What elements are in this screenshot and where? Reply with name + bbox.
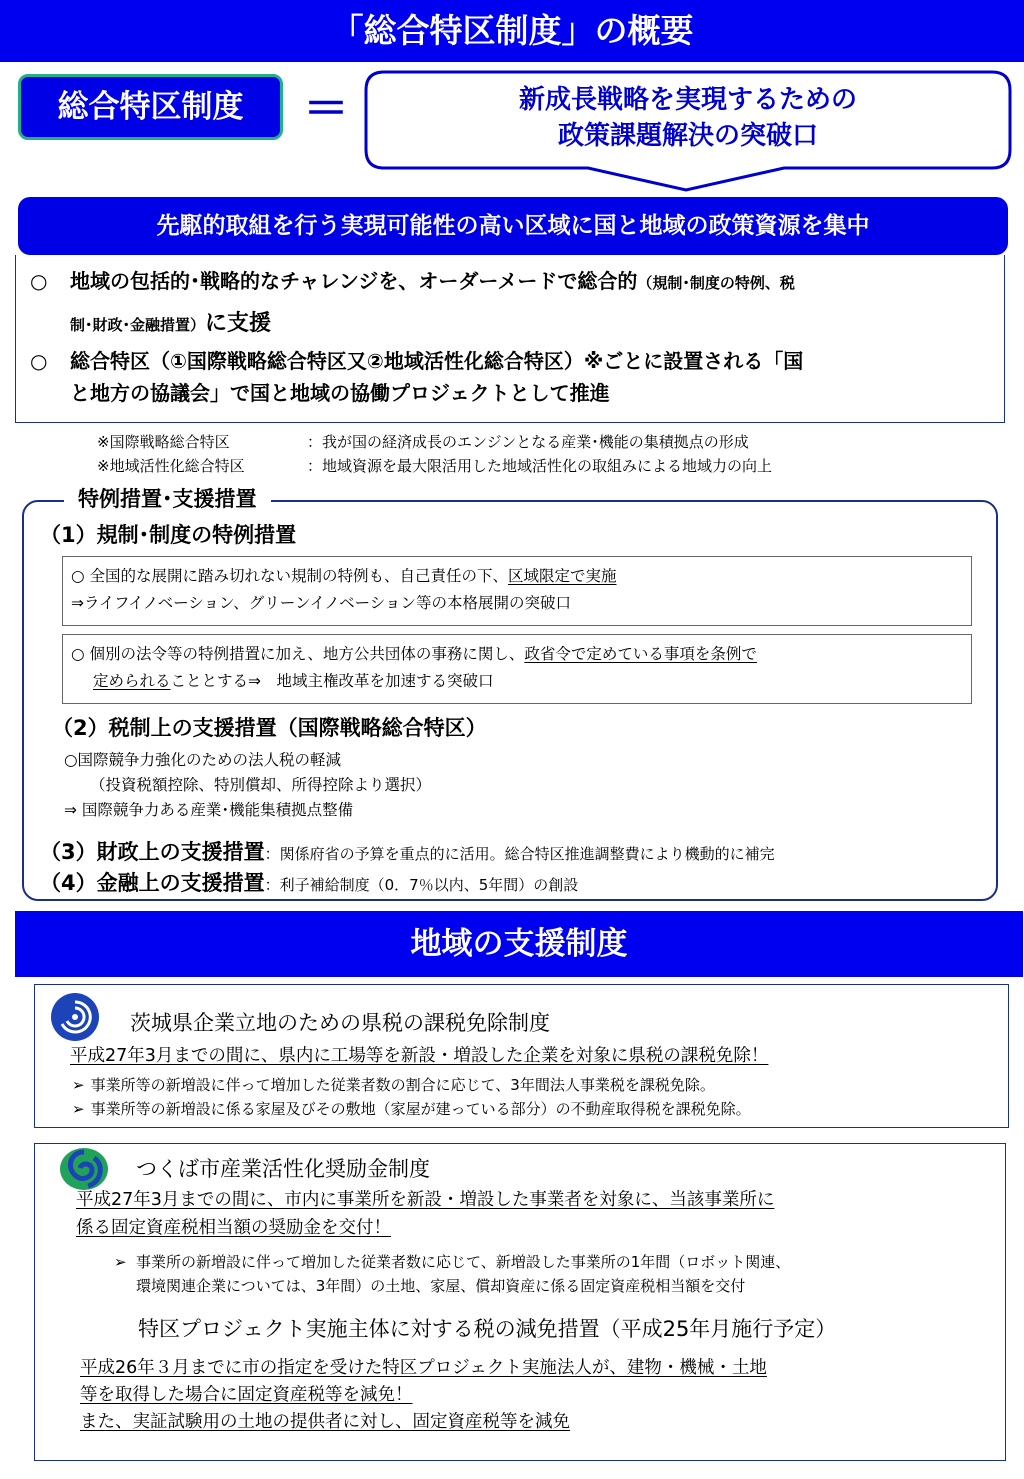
regional-banner <box>15 911 1023 977</box>
box-1-line-1-underlined: 区域限定で実施 <box>507 567 617 585</box>
section-3-heading: （3）財政上の支援措置 <box>40 840 265 864</box>
regional-banner-text: 地域の支援制度 <box>410 926 628 962</box>
note-2-label: ※地域活性化総合特区 <box>97 457 245 475</box>
box-2-line-1: ○ 個別の法令等の特例措置に加え、地方公共団体の事務に関し、 <box>71 645 525 663</box>
ibaraki-item-2 <box>72 1097 1002 1121</box>
point-1-end: に支援 <box>205 311 272 336</box>
note-1-text: ：我が国の経済成長のエンジンとなる産業･機能の集積拠点の形成 <box>307 433 749 451</box>
section-4-heading: （4）金融上の支援措置 <box>40 871 265 895</box>
tsukuba-sub-title: 特区プロジェクト実施主体に対する税の減免措置（平成25年月施行予定） <box>138 1317 837 1341</box>
box-1-line-1: ○ 全国的な展開に踏み切れない規制の特例も、自己責任の下、 <box>71 567 508 585</box>
measure-box-2 <box>62 634 972 704</box>
concentration-banner <box>18 197 1008 255</box>
point-1-small: （規制･制度の特例、税 <box>637 274 795 292</box>
tsukuba-title: つくば市産業活性化奨励金制度 <box>136 1157 430 1181</box>
box-1-line-2: ⇒ライフイノベーション、グリーンイノベーション等の本格展開の突破口 <box>71 594 571 612</box>
bullet-icon: ➢ <box>114 1253 127 1271</box>
note-2 <box>97 454 997 478</box>
tsukuba-item-1-line-2: 環境関連企業については、3年間）の土地、家屋、償却資産に係る固定資産税相当額を交付 <box>136 1277 746 1295</box>
point-1-mark: ○ <box>30 269 48 293</box>
bullet-icon: ➢ <box>72 1076 85 1094</box>
measures-title: 特例措置･支援措置 <box>64 484 271 514</box>
tsukuba-item-1-line-1: 事業所の新増設に伴って増加した従業者数に応じて、新増設した事業所の1年間（ロボット関連、 <box>136 1253 791 1271</box>
page-header <box>0 0 1024 62</box>
note-1-label: ※国際戦略総合特区 <box>97 433 230 451</box>
section-4 <box>40 867 578 897</box>
tsukuba-list <box>114 1250 994 1298</box>
section-2-line-3: ⇒ 国際競争力ある産業･機能集積拠点整備 <box>64 801 354 819</box>
note-1 <box>97 430 997 454</box>
ibaraki-item-1-text: 事業所等の新増設に伴って増加した従業者数の割合に応じて、3年間法人事業税を課税免除。 <box>90 1076 715 1094</box>
point-1-main: 地域の包括的･戦略的なチャレンジを、オーダーメードで総合的 <box>70 269 638 293</box>
equals-sign: ＝ <box>303 81 349 135</box>
tsukuba-sub-line-2: 等を取得した場合に固定資産税等を減免！ <box>80 1385 413 1405</box>
tsukuba-sub-line-1: 平成26年３月までに市の指定を受けた特区プロジェクト実施法人が、建物・機械・土地 <box>80 1358 767 1378</box>
section-1-heading: （1）規制･制度の特例措置 <box>40 523 297 547</box>
definition-label: 総合特区制度 <box>57 89 244 125</box>
point-2-line-2: と地方の協議会」で国と地域の協働プロジェクトとして推進 <box>70 381 610 405</box>
section-2-line-1: ○国際競争力強化のための法人税の軽減 <box>64 751 342 769</box>
tsukuba-sub-body <box>80 1355 995 1436</box>
ibaraki-emblem-icon <box>50 992 100 1042</box>
section-4-text: ：利子補給制度（0．7％以内、5年間）の創設 <box>264 876 579 894</box>
point-2-mark: ○ <box>30 349 48 373</box>
ibaraki-item-2-text: 事業所等の新増設に係る家屋及びその敷地（家屋が建っている部分）の不動産取得税を課税免除。 <box>90 1100 751 1118</box>
point-1 <box>30 265 995 341</box>
point-2-line-1: 総合特区（①国際戦略総合特区又②地域活性化総合特区）※ごとに設置される「国 <box>70 349 804 373</box>
measure-box-1 <box>62 556 972 626</box>
section-2-heading: （2）税制上の支援措置（国際戦略総合特区） <box>52 716 487 740</box>
definition-label-box <box>18 74 283 140</box>
definition-line-2: 政策課題解決の突破口 <box>557 121 818 151</box>
section-3 <box>40 836 775 866</box>
tsukuba-sub-line-3: また、実証試験用の土地の提供者に対し、固定資産税等を減免 <box>80 1412 570 1432</box>
section-2-body <box>64 748 964 823</box>
box-2-line-2-underlined: 定められる <box>93 672 171 690</box>
section-2-line-2: （投資税額控除、特別償却、所得控除より選択） <box>90 776 432 794</box>
page-title: 「総合特区制度」の概要 <box>330 11 694 50</box>
definition-line-1: 新成長戦略を実現するための <box>518 85 857 115</box>
note-2-text: ：地域資源を最大限活用した地域活性化の取組みによる地域力の向上 <box>307 457 773 475</box>
bullet-icon: ➢ <box>72 1100 85 1118</box>
point-2 <box>30 345 995 409</box>
ibaraki-lead: 平成27年3月までの間に、県内に工場等を新設・増設した企業を対象に県税の課税免除！ <box>70 1046 769 1066</box>
ibaraki-item-1 <box>72 1073 1002 1097</box>
tsukuba-item-1 <box>114 1250 994 1274</box>
definition-description <box>366 82 1010 154</box>
point-1-small-2: 制･財政･金融措置） <box>70 316 206 334</box>
tsukuba-lead-line-1: 平成27年3月までの間に、市内に事業所を新設・増設した事業者を対象に、当該事業所に <box>76 1190 775 1210</box>
ibaraki-list <box>72 1073 1002 1121</box>
section-3-text: ：関係府省の予算を重点的に活用。総合特区推進調整費により機動的に補完 <box>264 845 775 863</box>
tsukuba-lead <box>76 1186 996 1242</box>
concentration-text: 先駆的取組を行う実現可能性の高い区域に国と地域の政策資源を集中 <box>156 213 870 239</box>
tsukuba-lead-line-2: 係る固定資産税相当額の奨励金を交付！ <box>76 1218 391 1238</box>
ibaraki-title: 茨城県企業立地のための県税の課税免除制度 <box>130 1011 550 1035</box>
notes <box>97 430 997 478</box>
box-2-line-1-underlined: 政省令で定めている事項を条例で <box>524 645 757 663</box>
box-2-line-2: こととする⇒ 地域主権改革を加速する突破口 <box>170 672 494 690</box>
